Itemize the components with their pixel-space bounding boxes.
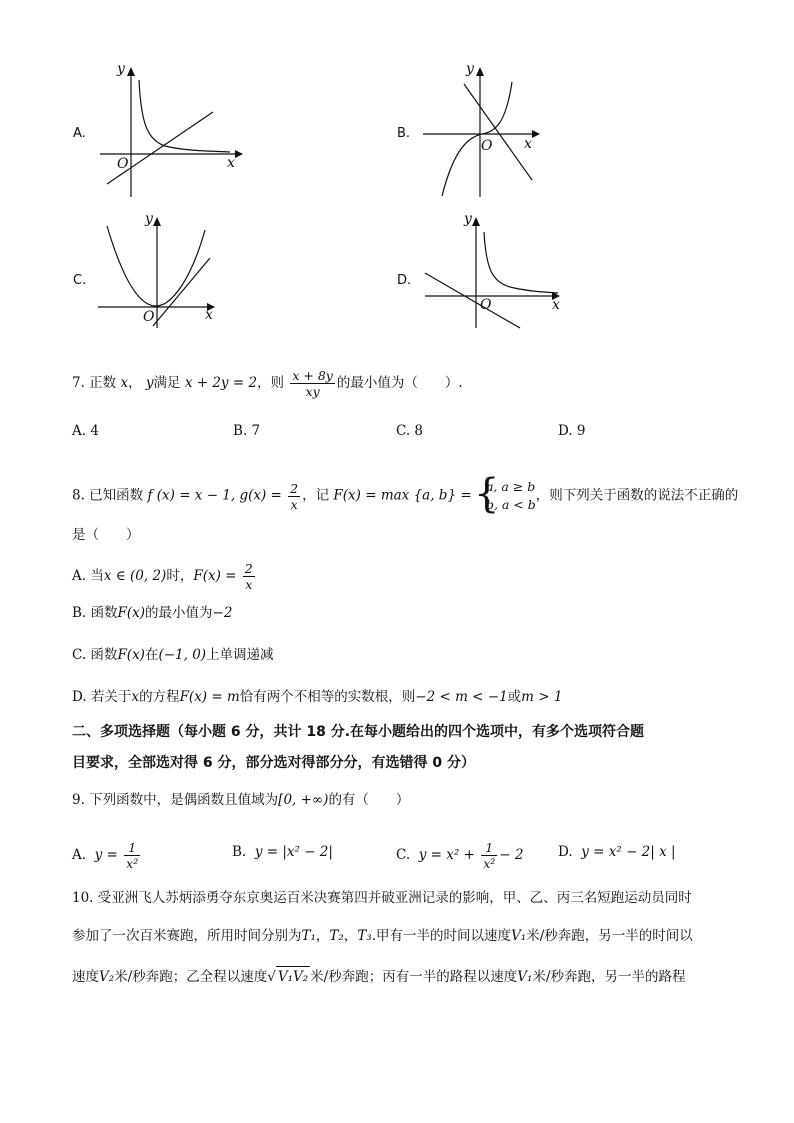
q8-option-a: A. 当x ∈ (0, 2)时，F(x) = $\frac{2}{x}$ bbox=[72, 561, 253, 592]
graph-b-line bbox=[464, 84, 532, 180]
q10-line2: 参加了一次百米赛跑，所用时间分别为T₁，T₂，T₃.甲有一半的时间以速度V₁米/秒奔跑，另一半的时间以 bbox=[72, 928, 693, 944]
q8-max-def: F(x) = max {a, b} = bbox=[333, 487, 472, 504]
q8-option-d: D. 若关于x的方程F(x) = m恰有两个不相等的实数根，则−2 < m < −1或m > 1 bbox=[72, 689, 563, 705]
q8-option-c: C. 函数F(x)在(−1, 0)上单调递减 bbox=[72, 647, 274, 663]
graph-d-label: D. bbox=[397, 273, 412, 288]
q7-var-y: y bbox=[145, 375, 154, 391]
q7-number: 7. 正数 bbox=[72, 375, 117, 391]
graph-d-line bbox=[425, 273, 520, 328]
q7-stem: 7. 正数 x， y满足 x + 2y = 2，则 $\frac{x + 8y}{xy}$ 的最小值为（ ）. bbox=[72, 368, 463, 399]
graph-c-label: C. bbox=[73, 273, 87, 288]
q8-piecewise: { a, a ≥ b b, a < b bbox=[473, 471, 536, 517]
graph-c-y-arrow bbox=[153, 217, 161, 226]
graph-a-line bbox=[107, 112, 213, 184]
q8-stem-end: 是（ ） bbox=[72, 527, 140, 543]
graph-a bbox=[95, 62, 245, 206]
graph-d-origin: O bbox=[480, 297, 492, 313]
q8-g-fraction: $\frac{2}{x}$ bbox=[290, 480, 299, 512]
q8-option-b: B. 函数F(x)的最小值为−2 bbox=[72, 605, 233, 621]
q9-option-b: B. y = |x² − 2| bbox=[232, 844, 333, 860]
graph-d-y-label: y bbox=[464, 211, 472, 227]
graph-b-cubic bbox=[442, 82, 512, 196]
graph-b-y-label: y bbox=[466, 62, 474, 77]
graph-c-x-label: x bbox=[205, 307, 213, 323]
q8-functions: f (x) = x − 1, g(x) = bbox=[147, 487, 282, 504]
graph-c-origin: O bbox=[143, 309, 155, 325]
q7-option-b: B. 7 bbox=[233, 423, 261, 439]
graph-d bbox=[420, 210, 570, 334]
graph-c bbox=[95, 210, 225, 334]
graph-a-hyperbola bbox=[139, 80, 230, 152]
graph-b-x-arrow bbox=[532, 130, 540, 138]
graph-b-origin: O bbox=[481, 138, 493, 154]
q10-line3: 速度V₂米/秒奔跑；乙全程以速度√ V₁V₂ 米/秒奔跑；丙有一半的路程以速度V₁米/秒奔跑，另一半的路程 bbox=[72, 966, 685, 987]
q9-option-a: A. y = $\frac{1}{\text{x²}}$ bbox=[72, 840, 139, 871]
q9-range: [0, +∞) bbox=[278, 792, 329, 808]
q8-stem: 8. 已知函数 f (x) = x − 1, g(x) = $\frac{2}{x}$ ，记 F(x) = max {a, b} = { a, a ≥ b b, a < b ，则下列关于函数的说法不正确的 bbox=[72, 471, 739, 517]
graph-c-y-label: y bbox=[145, 211, 153, 227]
graph-a-label: A. bbox=[73, 126, 86, 141]
graph-b-x-label: x bbox=[524, 136, 532, 152]
q9-option-d: D. y = x² − 2| x | bbox=[558, 844, 676, 860]
q7-option-d: D. 9 bbox=[558, 423, 586, 439]
graph-d-hyperbola bbox=[484, 232, 558, 293]
graph-d-y-arrow bbox=[472, 217, 480, 226]
q7-var-x: x bbox=[120, 375, 129, 391]
graph-c-line bbox=[153, 258, 210, 326]
graph-b-y-arrow bbox=[476, 67, 484, 76]
graph-b-label: B. bbox=[397, 126, 411, 141]
graph-a-x-label: x bbox=[227, 155, 235, 171]
q10-line1: 10. 受亚洲飞人苏炳添勇夺东京奥运百米决赛第四并破亚洲记录的影响，甲、乙、丙三名短跑运动员同时 bbox=[72, 890, 692, 906]
graph-d-x-label: x bbox=[552, 297, 560, 313]
q9-stem: 9. 下列函数中，是偶函数且值域为[0, +∞)的有（ ） bbox=[72, 792, 410, 808]
q7-constraint: x + 2y = 2 bbox=[184, 375, 258, 391]
q7-option-a: A. 4 bbox=[72, 423, 99, 439]
graph-a-y-arrow bbox=[127, 67, 135, 76]
graph-a-x-arrow bbox=[235, 150, 243, 158]
q7-fraction: $\frac{x + 8y}{xy}$ bbox=[292, 368, 333, 399]
section-2-heading-line2: 目要求，全部选对得 6 分，部分选对得部分分，有选错得 0 分） bbox=[72, 755, 475, 771]
section-2-heading-line1: 二、多项选择题（每小题 6 分，共计 18 分.在每小题给出的四个选项中，有多个选项符合题 bbox=[72, 724, 645, 740]
graph-b bbox=[420, 62, 550, 206]
graph-c-parabola bbox=[107, 226, 205, 306]
q10-sqrt: V₁V₂ bbox=[276, 966, 310, 987]
graph-a-origin: O bbox=[117, 156, 129, 172]
q9-option-c: C. y = x² + $\frac{1}{\text{x²}}$ − 2 bbox=[396, 840, 524, 871]
graph-a-y-label: y bbox=[117, 62, 125, 77]
q7-option-c: C. 8 bbox=[396, 423, 424, 439]
